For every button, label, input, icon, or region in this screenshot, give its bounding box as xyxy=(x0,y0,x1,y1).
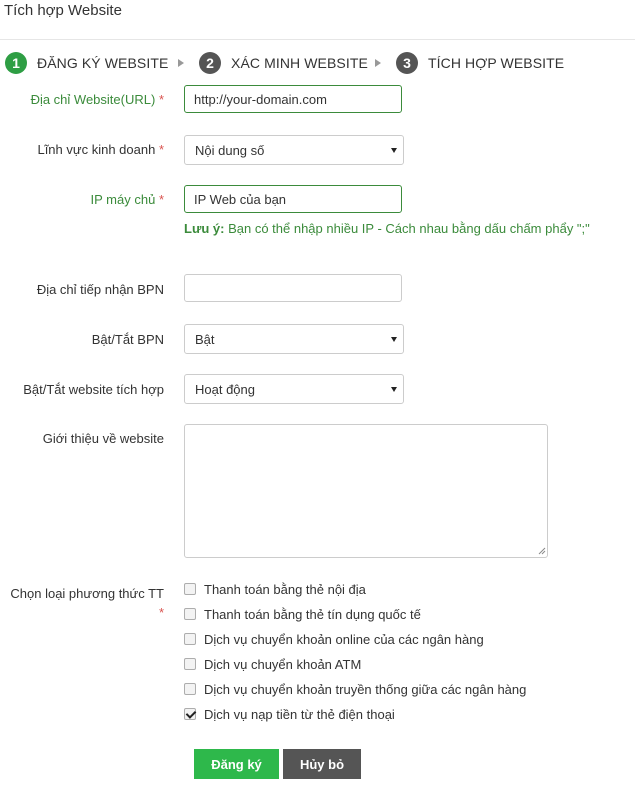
chevron-down-icon xyxy=(391,337,397,342)
ip-note-text: Bạn có thể nhập nhiều IP - Cách nhau bằng dấu chấm phẩy ";" xyxy=(224,221,590,236)
step-number-3: 3 xyxy=(396,52,418,74)
step-arrow-icon xyxy=(178,59,184,67)
website-url-label: Địa chỉ Website(URL) * xyxy=(30,92,164,107)
website-toggle-select[interactable] xyxy=(184,374,404,404)
wizard-steps xyxy=(0,51,635,75)
cancel-button[interactable]: Hủy bỏ xyxy=(283,749,361,779)
website-intro-textarea[interactable] xyxy=(184,424,548,558)
page-title: Tích hợp Website xyxy=(4,2,122,19)
step-label-integrate: TÍCH HỢP WEBSITE xyxy=(428,55,565,71)
payment-option-label: Dịch vụ chuyển khoản truyền thống giữa các ngân hàng xyxy=(204,681,527,697)
step-label-register: ĐĂNG KÝ WEBSITE xyxy=(37,55,169,71)
payment-option-label: Thanh toán bằng thẻ tín dụng quốc tế xyxy=(204,606,421,622)
payment-option-label: Dịch vụ chuyển khoản ATM xyxy=(204,656,362,672)
business-field-value: Nội dung số xyxy=(195,142,265,158)
step-label-verify: XÁC MINH WEBSITE xyxy=(231,55,368,71)
step-integrate xyxy=(396,51,564,75)
chevron-down-icon xyxy=(391,148,397,153)
business-field-select[interactable] xyxy=(184,135,404,165)
checkbox[interactable] xyxy=(184,583,196,595)
payment-option-online-transfer[interactable] xyxy=(184,630,484,648)
step-number-2: 2 xyxy=(199,52,221,74)
checkbox[interactable] xyxy=(184,658,196,670)
payment-option-phone-card[interactable] xyxy=(184,705,395,723)
server-ip-label: IP máy chủ * xyxy=(90,192,164,207)
step-verify xyxy=(199,51,368,75)
bpn-address-label: Địa chỉ tiếp nhận BPN xyxy=(36,282,164,297)
ip-note-bold: Lưu ý: xyxy=(184,221,225,236)
payment-methods-label: Chọn loại phương thức TT xyxy=(10,586,164,601)
checkbox[interactable] xyxy=(184,683,196,695)
payment-option-label: Dịch vụ chuyển khoản online của các ngân hàng xyxy=(204,631,484,647)
website-url-input[interactable] xyxy=(184,85,402,113)
website-toggle-label: Bật/Tắt website tích hợp xyxy=(23,382,164,397)
bpn-address-input[interactable] xyxy=(184,274,402,302)
resize-grip-icon[interactable] xyxy=(538,547,546,555)
payment-option-credit-card[interactable] xyxy=(184,605,421,623)
payment-option-bank-transfer[interactable] xyxy=(184,680,526,698)
step-register xyxy=(5,51,168,75)
payment-option-label: Thanh toán bằng thẻ nội địa xyxy=(204,581,366,597)
checkbox[interactable] xyxy=(184,633,196,645)
register-button[interactable]: Đăng ký xyxy=(194,749,279,779)
payment-methods-required: * xyxy=(158,605,164,620)
checkbox[interactable] xyxy=(184,608,196,620)
bpn-toggle-label: Bật/Tắt BPN xyxy=(91,332,164,347)
payment-option-label: Dịch vụ nạp tiền từ thẻ điện thoại xyxy=(204,706,395,722)
step-arrow-icon xyxy=(375,59,381,67)
payment-option-domestic-card[interactable] xyxy=(184,580,366,598)
website-intro-label: Giới thiệu về website xyxy=(42,431,164,446)
website-toggle-value: Hoạt động xyxy=(195,381,255,397)
bpn-toggle-value: Bật xyxy=(195,331,215,347)
chevron-down-icon xyxy=(391,387,397,392)
bpn-toggle-select[interactable] xyxy=(184,324,404,354)
checkbox-checked[interactable] xyxy=(184,708,196,720)
step-number-1: 1 xyxy=(5,52,27,74)
payment-option-atm-transfer[interactable] xyxy=(184,655,361,673)
ip-note xyxy=(184,221,590,236)
header-divider xyxy=(0,39,635,40)
business-field-label: Lĩnh vực kinh doanh * xyxy=(37,142,164,157)
server-ip-input[interactable] xyxy=(184,185,402,213)
